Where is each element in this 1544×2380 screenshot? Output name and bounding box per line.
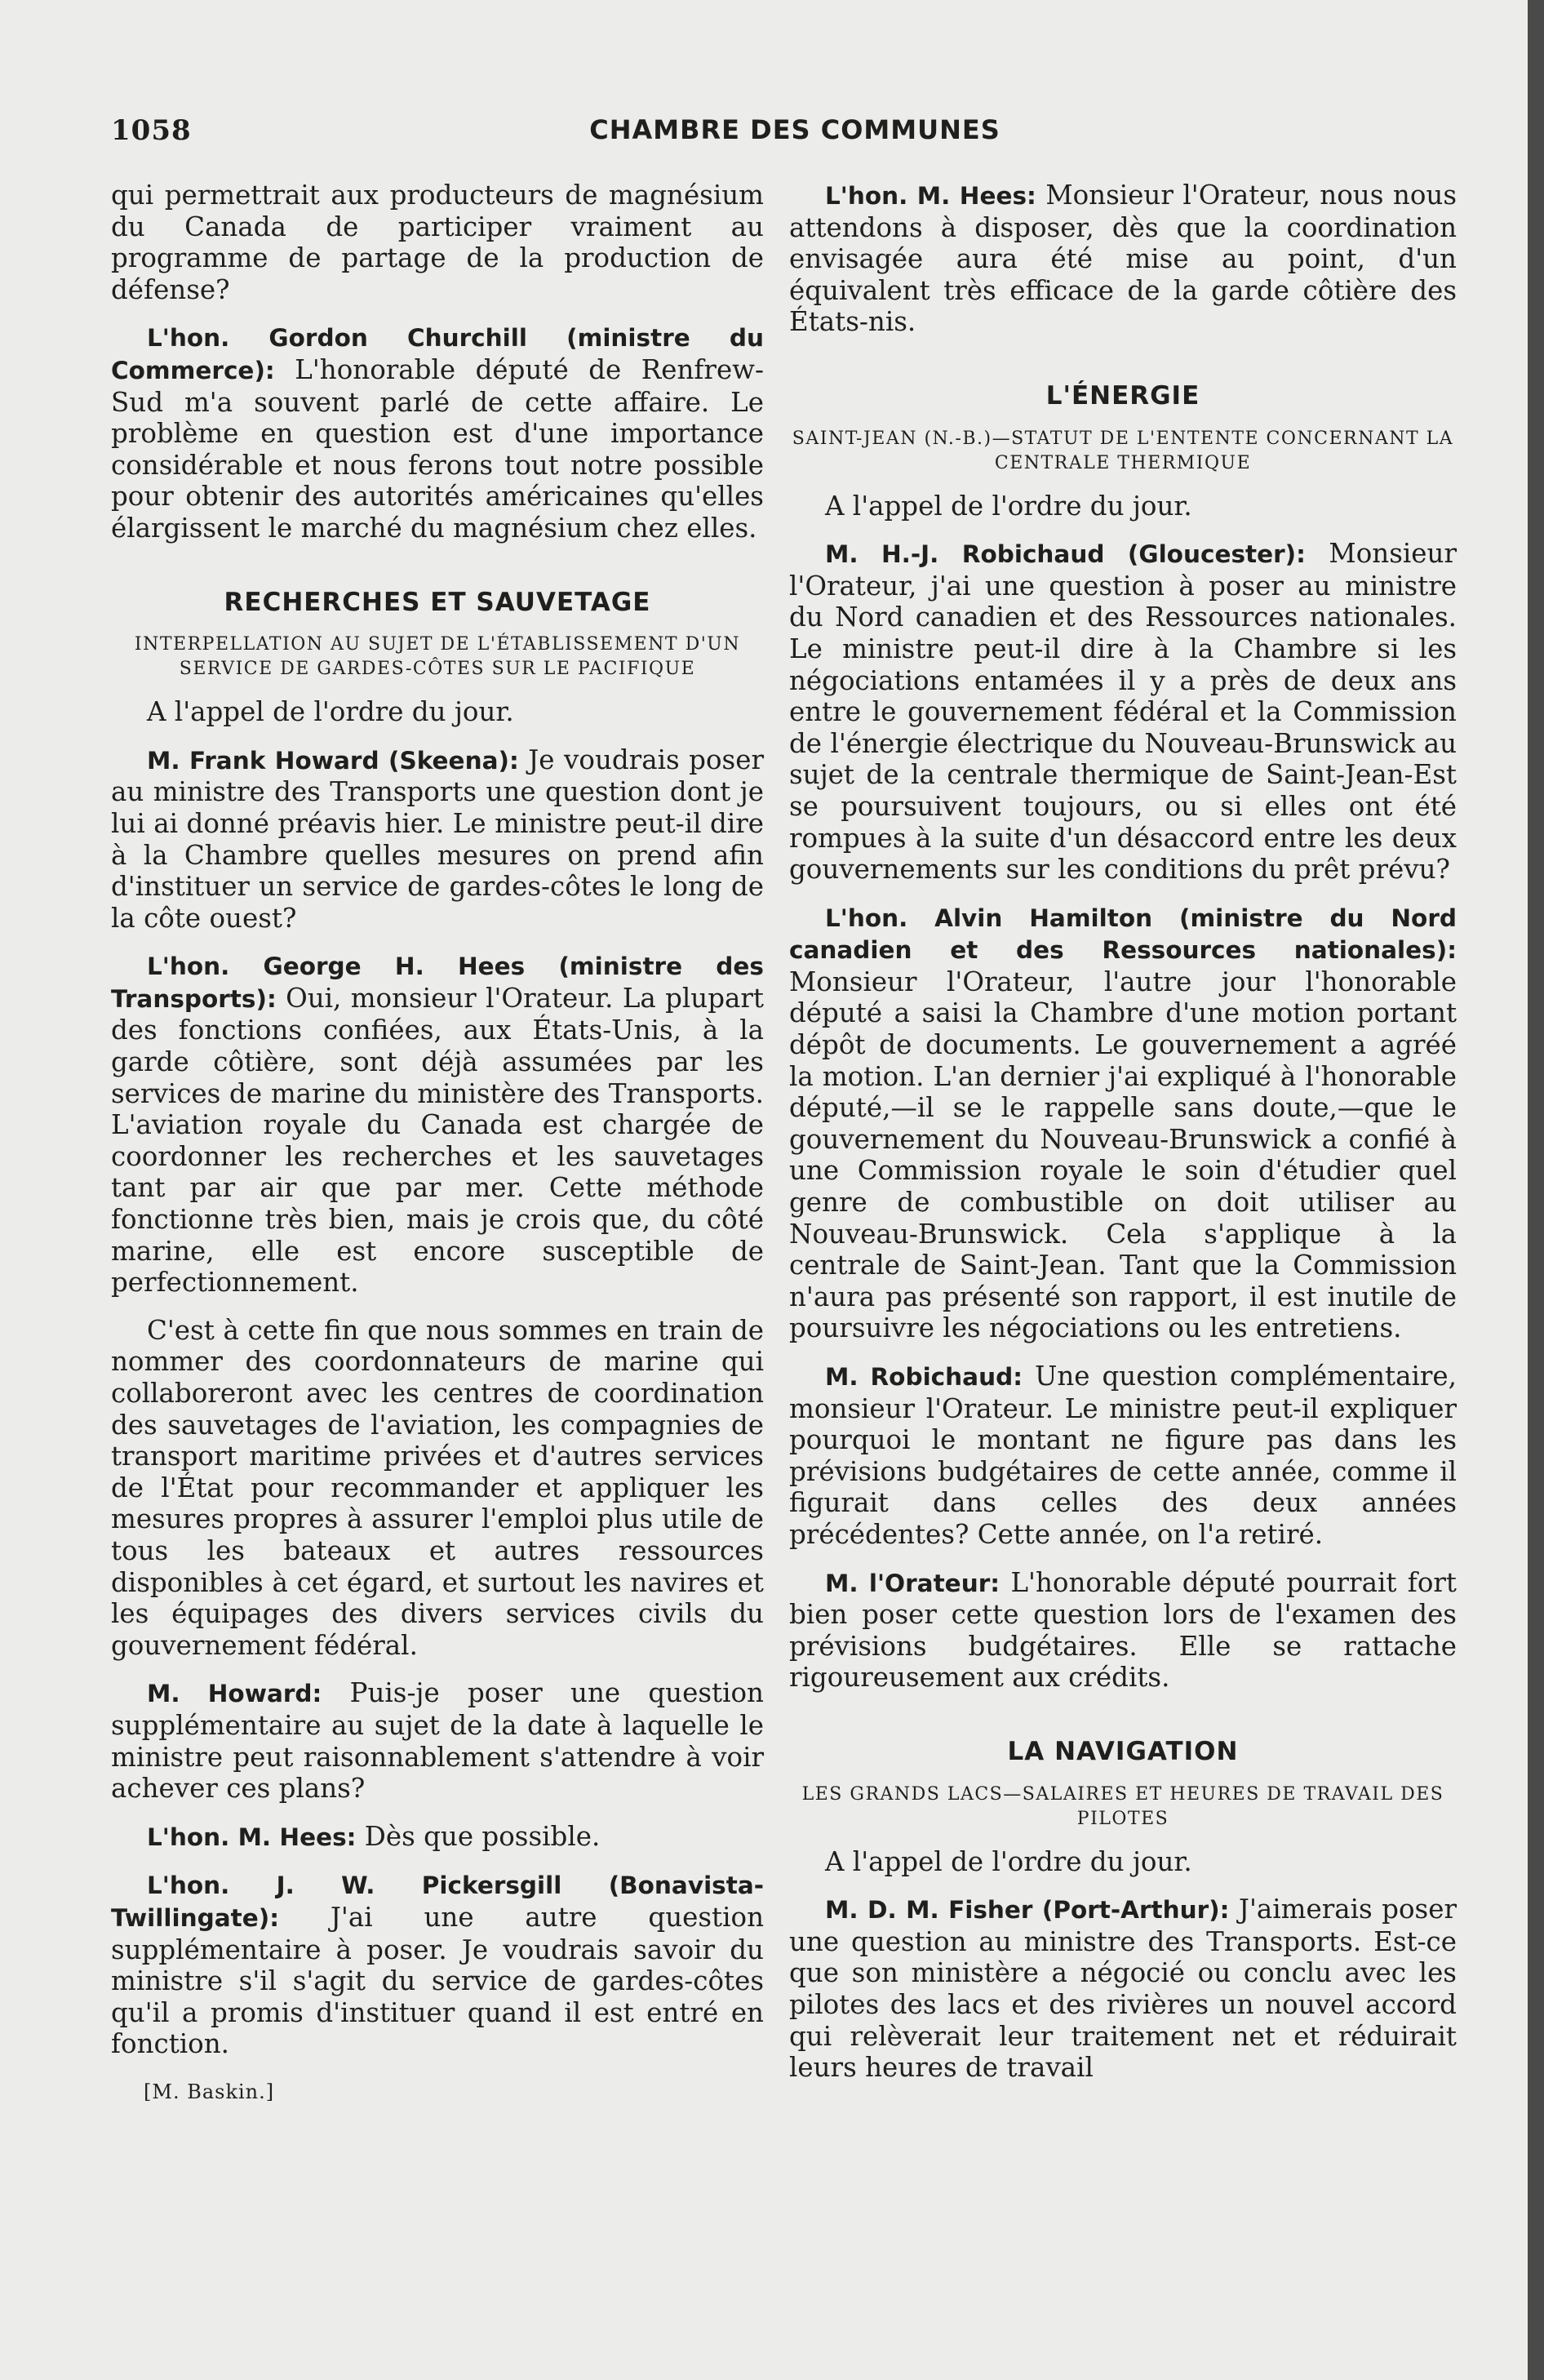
paragraph [111, 1869, 764, 2060]
page-header [111, 114, 1479, 155]
paragraph [789, 180, 1457, 338]
speaker: M. H.-J. Robichaud (Gloucester): [825, 540, 1306, 569]
subheading: INTERPELLATION AU SUJET DE L'ÉTABLISSEMENT D'UN SERVICE DE GARDES-CÔTES SUR LE PACIFIQUE [134, 634, 741, 680]
paragraph [111, 1677, 764, 1804]
paragraph: A l'appel de l'ordre du jour. [825, 490, 1192, 522]
page-number: 1058 [111, 114, 192, 147]
paragraph: qui permettrait aux producteurs de magnésium du Canada de participer vraiment au programme de partage de la production de défense? [111, 180, 764, 305]
running-title: CHAMBRE DES COMMUNES [589, 114, 1000, 145]
section-heading: LA NAVIGATION [1007, 1736, 1239, 1766]
paragraph [789, 1361, 1457, 1551]
speaker: L'hon. George H. Hees (ministre des Transports): [111, 952, 764, 1013]
paragraph [111, 744, 764, 935]
paragraph [111, 950, 764, 1299]
left-column [111, 180, 764, 2107]
speech: Dès que possible. [356, 1820, 601, 1852]
paragraph [789, 902, 1457, 1344]
paragraph: A l'appel de l'ordre du jour. [825, 1845, 1192, 1877]
speaker: L'hon. Gordon Churchill (ministre du Commerce): [111, 324, 764, 384]
subheading: SAINT-JEAN (N.-B.)—STATUT DE L'ENTENTE CONCERNANT LA CENTRALE THERMIQUE [792, 428, 1454, 473]
speech: L'honorable député pourrait fort bien poser cette question lors de l'examen des prévisions budgétaires. Elle se rattache rigoureusement aux crédits. [789, 1566, 1457, 1694]
paragraph [111, 1821, 764, 1854]
speaker: M. Robichaud: [825, 1363, 1023, 1391]
scan-edge [1528, 0, 1544, 2380]
paragraph: C'est à cette fin que nous sommes en train de nommer des coordonnateurs de marine qui collaboreront avec les centres de coordination des sauvetages de l'aviation, les compagnies de transport maritime privées et d'autres services de l'État pour recommander et appliquer les mesures propres à assurer l'emploi plus utile de tous les bateaux et autres ressources disponibles à cet égard, et surtout les navires et les équipages des divers services civils du gouvernement fédéral. [111, 1314, 764, 1661]
section-heading: RECHERCHES ET SAUVETAGE [224, 587, 651, 617]
paragraph: A l'appel de l'ordre du jour. [147, 696, 514, 728]
speech: Une question complémentaire, monsieur l'Orateur. Le ministre peut-il expliquer pourquoi le montant ne figure pas dans les prévisions budgétaires de cette année, comme il figurait dans celles des deux années précédentes? Cette année, on l'a retiré. [789, 1361, 1457, 1550]
speech: J'ai une autre question supplémentaire à poser. Je voudrais savoir du ministre s'il s'agit du service de gardes-côtes qu'il a promis d'instituer quand il est entré en fonction. [111, 1901, 764, 2060]
speaker: L'hon. M. Hees: [147, 1823, 357, 1851]
speech: Monsieur l'Orateur, l'autre jour l'honorable député a saisi la Chambre d'une motion portant dépôt de documents. Le gouvernement a agréé la motion. L'an dernier j'ai expliqué à l'honorable député,—il se le rappelle sans doute,—que le gouvernement du Nouveau-Brunswick a confié à une Commission royale le soin d'étudier quel genre de combustible on doit utiliser au Nouveau-Brunswick. Cela s'applique à la centrale de Saint-Jean. Tant que la Commission n'aura pas présenté son rapport, il est inutile de poursuivre les négociations ou les entretiens. [789, 966, 1457, 1344]
paragraph [789, 1567, 1457, 1694]
speech: Je voudrais poser au ministre des Transports une question dont je lui ai donné préavis hier. Le ministre peut-il dire à la Chambre quelles mesures on prend afin d'instituer un service de gardes-côtes le long de la côte ouest? [111, 744, 764, 934]
speech: Monsieur l'Orateur, j'ai une question à poser au ministre du Nord canadien et des Ressources nationales. Le ministre peut-il dire à la Chambre si les négociations entamées il y a près de deux ans entre le gouvernement fédéral et la Commission de l'énergie électrique du Nouveau-Brunswick au sujet de la centrale thermique de Saint-Jean-Est se poursuivent toujours, ou si elles ont été rompues à la suite d'un désaccord entre les deux gouvernements sur les conditions du prêt prévu? [789, 538, 1457, 886]
speaker: M. D. M. Fisher (Port-Arthur): [825, 1896, 1230, 1925]
paragraph [789, 1894, 1457, 2084]
paragraph [111, 322, 764, 544]
speaker: M. Frank Howard (Skeena): [147, 746, 519, 775]
paragraph [789, 538, 1457, 886]
speaker: L'hon. J. W. Pickersgill (Bonavista-Twillingate): [111, 1872, 764, 1932]
speech: J'aimerais poser une question au ministre des Transports. Est-ce que son ministère a négocié ou conclu avec les pilotes des lacs et des rivières un nouvel accord qui relèverait leur traitement net et réduirait leurs heures de travail [789, 1894, 1457, 2084]
signature: [M. Baskin.] [144, 2080, 275, 2103]
speech: Puis-je poser une question supplémentaire au sujet de la date à laquelle le ministre peut raisonnablement s'attendre à voir achever ces plans? [111, 1677, 764, 1805]
speech: Oui, monsieur l'Orateur. La plupart des fonctions confiées, aux États-Unis, à la garde côtière, sont déjà assumées par les services de marine du ministère des Transports. L'aviation royale du Canada est chargée de coordonner les recherches et les sauvetages tant par air que par mer. Cette méthode fonctionne très bien, mais je crois que, du côté marine, elle est encore susceptible de perfectionnement. [111, 982, 764, 1299]
section-heading: L'ÉNERGIE [1045, 380, 1200, 411]
speaker: M. l'Orateur: [825, 1569, 1000, 1597]
speaker: M. Howard: [147, 1680, 322, 1708]
speech: L'honorable député de Renfrew-Sud m'a souvent parlé de cette affaire. Le problème en question est d'une importance considérable et nous ferons tout notre possible pour obtenir des autorités américaines qu'elles élargissent le marché du magnésium chez elles. [111, 353, 764, 544]
speaker: L'hon. M. Hees: [825, 182, 1036, 210]
subheading: LES GRANDS LACS—SALAIRES ET HEURES DE TRAVAIL DES PILOTES [801, 1783, 1444, 1829]
right-column [789, 180, 1457, 2100]
speech: Monsieur l'Orateur, nous nous attendons à disposer, dès que la coordination envisagée aura été mise au point, d'un équivalent très efficace de la garde côtière des États-nis. [789, 180, 1457, 338]
speaker: L'hon. Alvin Hamilton (ministre du Nord canadien et des Ressources nationales): [789, 904, 1457, 965]
